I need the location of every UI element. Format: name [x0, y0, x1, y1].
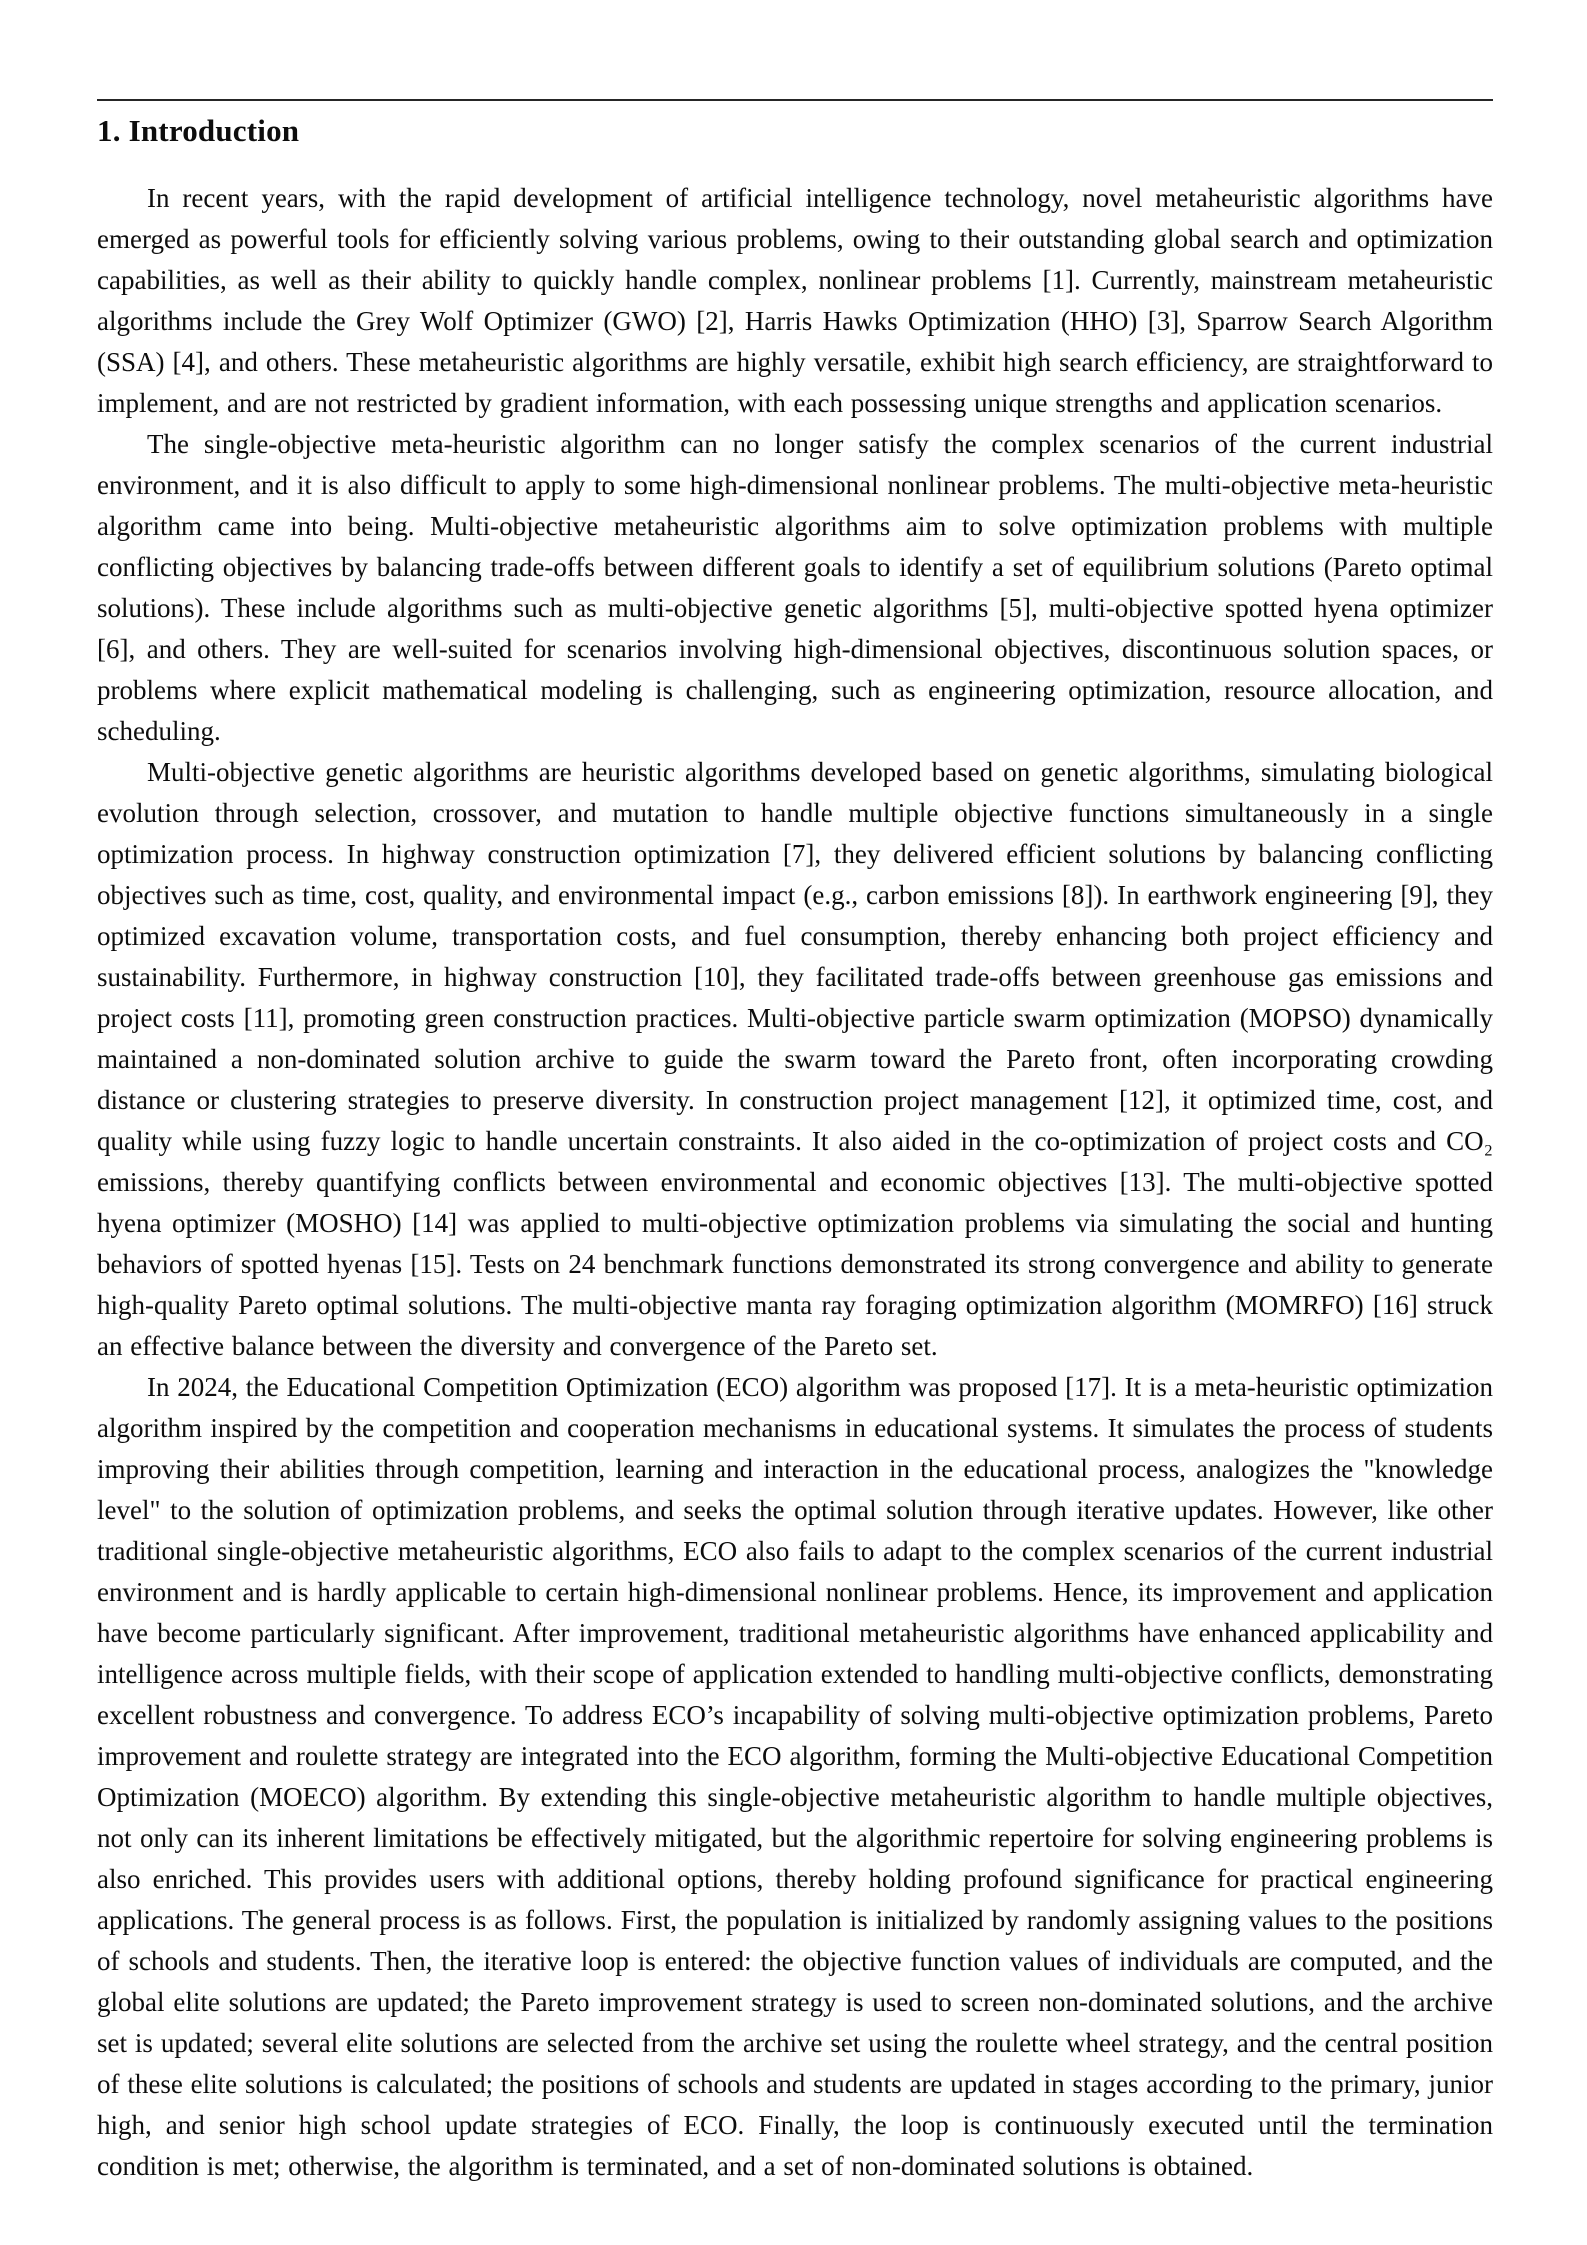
paragraph-multi-objective-need: The single-objective meta-heuristic algorithm can no longer satisfy the complex scenarios of the current industrial environment, and it is also difficult to apply to some high-dimensional nonlinear problems. The multi-objective meta-heuristic algorithm came into being. Multi-objective metaheuristic algorithms aim to solve optimization problems with multiple conflicting objectives by balancing trade-offs between different goals to identify a set of equilibrium solutions (Pareto optimal solutions). These include algorithms such as multi-objective genetic algorithms [5], multi-objective spotted hyena optimizer [6], and others. They are well-suited for scenarios involving high-dimensional objectives, discontinuous solution spaces, or problems where explicit mathematical modeling is challenging, such as engineering optimization, resource allocation, and scheduling.	[97, 429, 1493, 746]
content-area	[97, 99, 1493, 2187]
paragraph-moga-mopso-review: Multi-objective genetic algorithms are heuristic algorithms developed based on genetic algorithms, simulating biological evolution through selection, crossover, and mutation to handle multiple objective functions simultaneously in a single optimization process. In highway construction optimization [7], they delivered efficient solutions by balancing conflicting objectives such as time, cost, quality, and environmental impact (e.g., carbon emissions [8]). In earthwork engineering [9], they optimized excavation volume, transportation costs, and fuel consumption, thereby enhancing both project efficiency and sustainability. Furthermore, in highway construction [10], they facilitated trade-offs between greenhouse gas emissions and project costs [11], promoting green construction practices. Multi-objective particle swarm optimization (MOPSO) dynamically maintained a non-dominated solution archive to guide the swarm toward the Pareto front, often incorporating crowding distance or clustering strategies to preserve diversity. In construction project management [12], it optimized time, cost, and quality while using fuzzy logic to handle uncertain constraints. It also aided in the co-optimization of project costs and CO₂ emissions, thereby quantifying conflicts between environmental and economic objectives [13]. The multi-objective spotted hyena optimizer (MOSHO) [14] was applied to multi-objective optimization problems via simulating the social and hunting behaviors of spotted hyenas [15]. Tests on 24 benchmark functions demonstrated its strong convergence and ability to generate high-quality Pareto optimal solutions. The multi-objective manta ray foraging optimization algorithm (MOMRFO) [16] struck an effective balance between the diversity and convergence of the Pareto set.	[97, 757, 1493, 1361]
section-heading: 1. Introduction	[97, 113, 300, 148]
paragraph-intro-metaheuristics: In recent years, with the rapid development of artificial intelligence technology, novel metaheuristic algorithms have emerged as powerful tools for efficiently solving various problems, owing to their outstanding global search and optimization capabilities, as well as their ability to quickly handle complex, nonlinear problems [1]. Currently, mainstream metaheuristic algorithms include the Grey Wolf Optimizer (GWO) [2], Harris Hawks Optimization (HHO) [3], Sparrow Search Algorithm (SSA) [4], and others. These metaheuristic algorithms are highly versatile, exhibit high search efficiency, are straightforward to implement, and are not restricted by gradient information, with each possessing unique strengths and application scenarios.	[97, 183, 1493, 418]
paragraph-eco-moeco: In 2024, the Educational Competition Optimization (ECO) algorithm was proposed [17]. It is a meta-heuristic optimization algorithm inspired by the competition and cooperation mechanisms in educational systems. It simulates the process of students improving their abilities through competition, learning and interaction in the educational process, analogizes the "knowledge level" to the solution of optimization problems, and seeks the optimal solution through iterative updates. However, like other traditional single-objective metaheuristic algorithms, ECO also fails to adapt to the complex scenarios of the current industrial environment and is hardly applicable to certain high-dimensional nonlinear problems. Hence, its improvement and application have become particularly significant. After improvement, traditional metaheuristic algorithms have enhanced applicability and intelligence across multiple fields, with their scope of application extended to handling multi-objective conflicts, demonstrating excellent robustness and convergence. To address ECO’s incapability of solving multi-objective optimization problems, Pareto improvement and roulette strategy are integrated into the ECO algorithm, forming the Multi-objective Educational Competition Optimization (MOECO) algorithm. By extending this single-objective metaheuristic algorithm to handle multiple objectives, not only can its inherent limitations be effectively mitigated, but the algorithmic repertoire for solving engineering problems is also enriched. This provides users with additional options, thereby holding profound significance for practical engineering applications. The general process is as follows. First, the population is initialized by randomly assigning values to the positions of schools and students. Then, the iterative loop is entered: the objective function values of individuals are computed, and the global elite solutions are updated; the Pareto improvement strategy is used to screen non-dominated solutions, and the archive set is updated; several elite solutions are selected from the archive set using the roulette wheel strategy, and the central position of these elite solutions is calculated; the positions of schools and students are updated in stages according to the primary, junior high, and senior high school update strategies of ECO. Finally, the loop is continuously executed until the termination condition is met; otherwise, the algorithm is terminated, and a set of non-dominated solutions is obtained.	[97, 1372, 1493, 2181]
header-rule	[97, 99, 1493, 101]
